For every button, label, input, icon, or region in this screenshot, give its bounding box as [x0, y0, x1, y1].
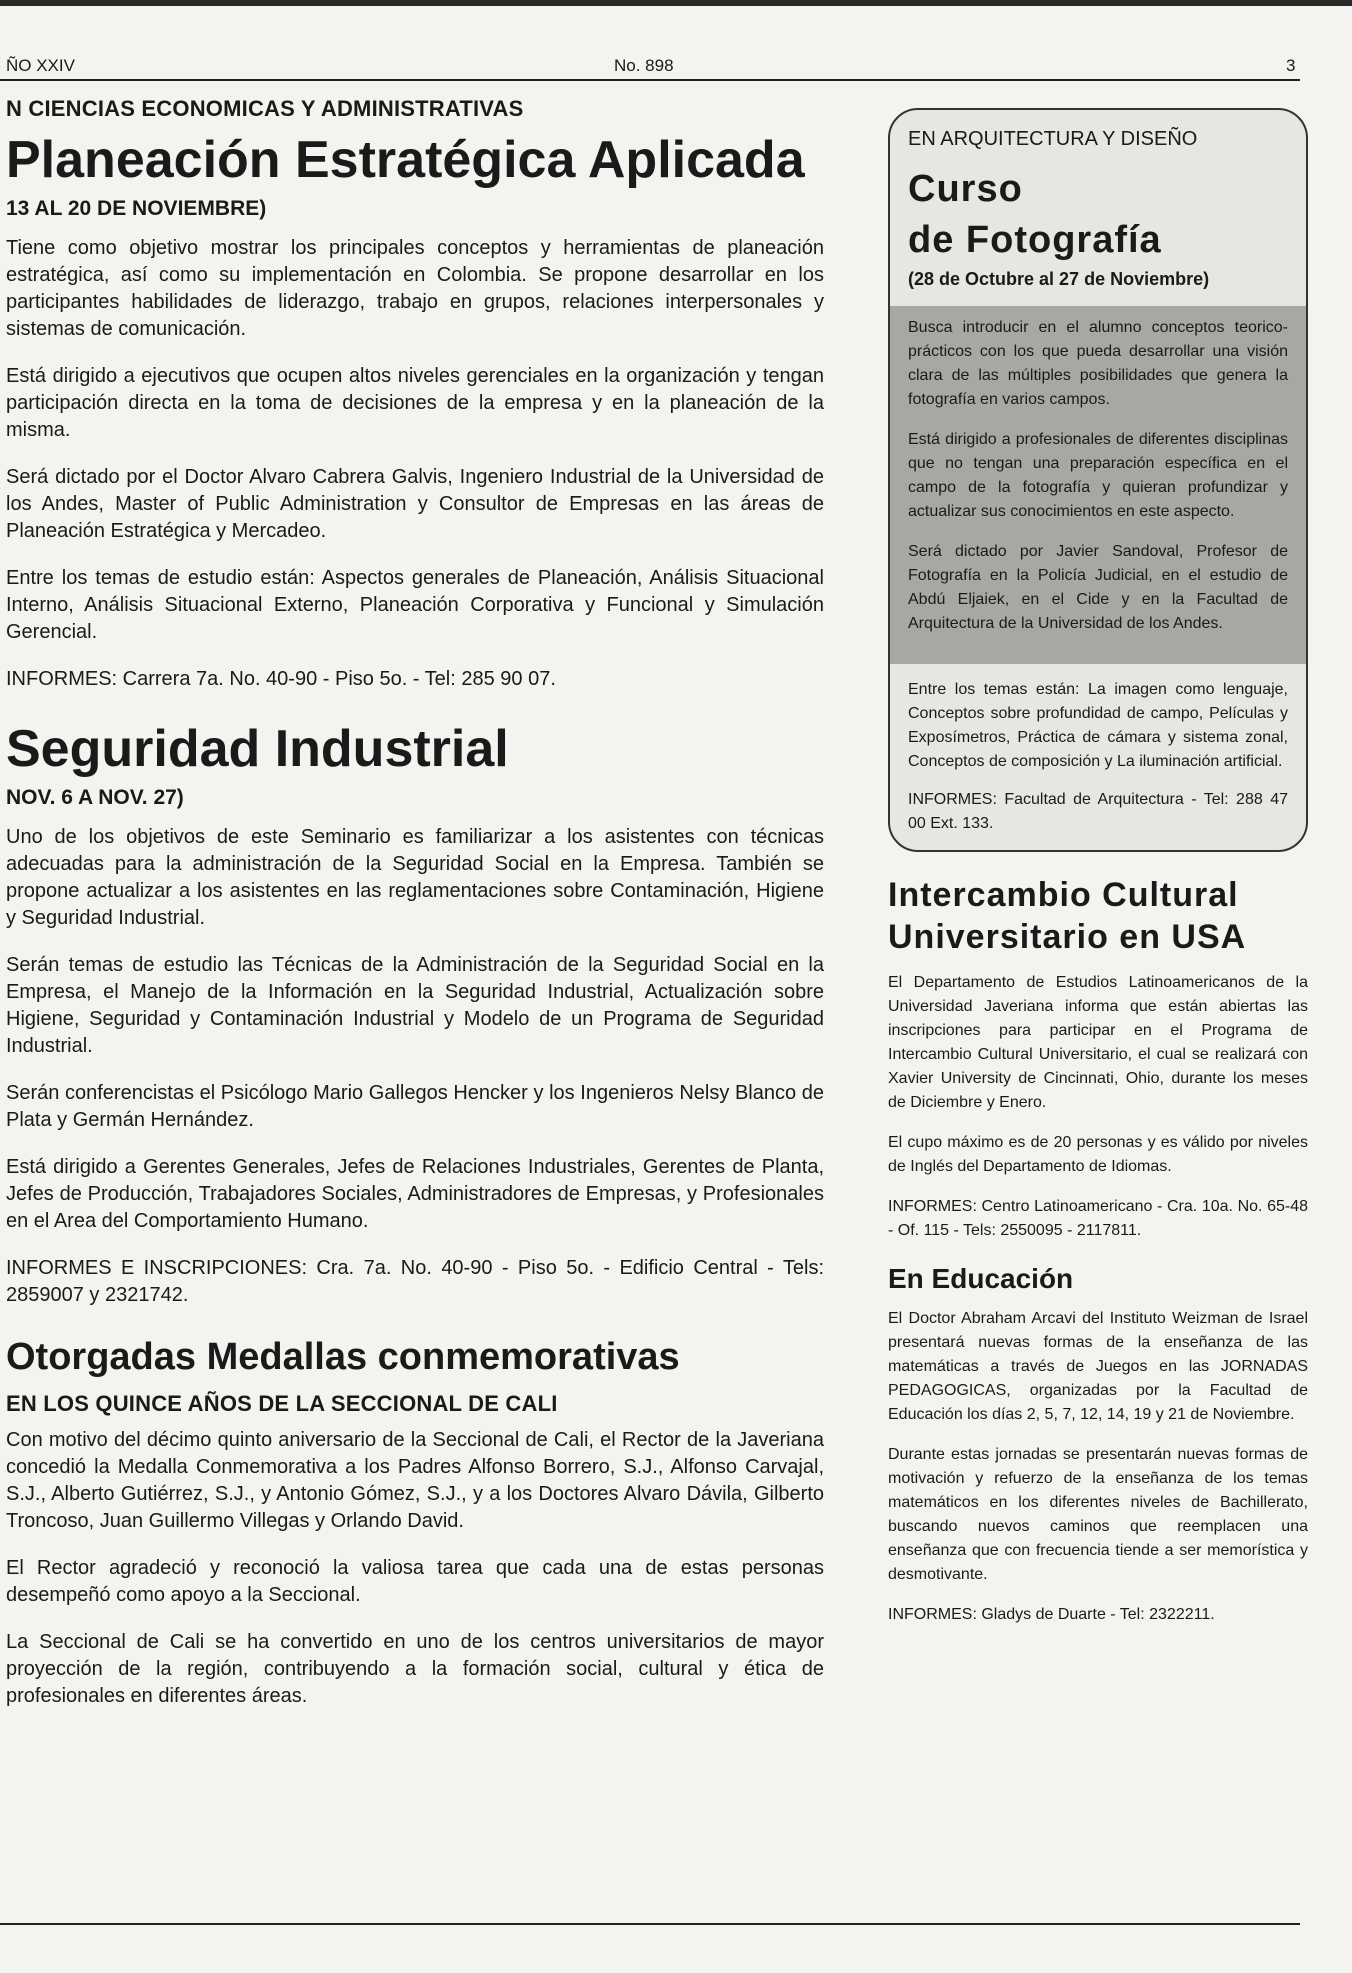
paragraph-info: INFORMES: Facultad de Arquitectura - Tel: 288 47 00 Ext. 133.: [908, 790, 1288, 832]
paragraph: Serán temas de estudio las Técnicas de la Administración de la Seguridad Social en la Empresa, el Manejo de la Información en la Seguridad Industrial, Actualización sobre Higiene, Seguridad y Contaminación Industrial y Modelo de un Programa de Seguridad Industrial.: [6, 954, 824, 1058]
paragraph: Será dictado por Javier Sandoval, Profesor de Fotografía en la Policía Judicial, en el estudio de Abdú Eljaiek, en el Cide y en la Facultad de Arquitectura de la Universidad de los Andes.: [908, 542, 1288, 632]
article-educacion: [888, 1263, 1308, 1627]
paragraph: El Departamento de Estudios Latinoamericanos de la Universidad Javeriana informa que están abiertas las inscripciones para participar en el Programa de Intercambio Cultural Universitario, el cual se realizará con Xavier University de Cincinnati, Ohio, durante los meses de Diciembre y Enero.: [888, 973, 1308, 1111]
issue-number: No. 898: [614, 56, 674, 75]
paragraph: Serán conferencistas el Psicólogo Mario Gallegos Hencker y los Ingenieros Nelsy Blanco de Plata y Germán Hernández.: [6, 1082, 824, 1132]
paragraph-info: INFORMES E INSCRIPCIONES: Cra. 7a. No. 40-90 - Piso 5o. - Edificio Central - Tels: 2859007 y 2321742.: [6, 1257, 824, 1307]
fotografia-box: [888, 108, 1308, 852]
article-intercambio: [888, 874, 1308, 1243]
paragraph: Durante estas jornadas se presentarán nuevas formas de motivación y refuerzo de la enseñanza de los temas matemáticos en los diferentes niveles de Bachillerato, buscando nuevos caminos que reemplacen una enseñanza que con frecuencia tiende a ser memorística y desmotivante.: [888, 1445, 1308, 1583]
title-line2: Universitario en USA: [888, 918, 1247, 957]
paragraph: Está dirigido a profesionales de diferentes disciplinas que no tengan una preparación específica en el campo de la fotografía y quieran profundizar y actualizar sus conocimientos en este aspecto.: [908, 430, 1288, 520]
article-kicker: EN LOS QUINCE AÑOS DE LA SECCIONAL DE CALI: [6, 1391, 558, 1417]
top-edge-stripe: [0, 0, 1352, 6]
paragraph-info: INFORMES: Gladys de Duarte - Tel: 2322211.: [888, 1605, 1215, 1623]
paragraph: Con motivo del décimo quinto aniversario de la Seccional de Cali, el Rector de la Javeriana concedió la Medalla Conmemorativa a los Padres Alfonso Borrero, S.J., Alfonso Carvajal, S.J., Alberto Gutiérrez, S.J., y Antonio Gómez, S.J., y a los Doctores Alvaro Dávila, Gilberto Troncoso, Juan Guillermo Villegas y Orlando David.: [6, 1429, 824, 1533]
box-shaded-panel: [890, 306, 1306, 664]
paragraph: Está dirigido a ejecutivos que ocupen altos niveles gerenciales en la organización y tengan participación directa en la toma de decisiones de la empresa y en la planeación de la misma.: [6, 365, 824, 442]
paragraph: Está dirigido a Gerentes Generales, Jefes de Relaciones Industriales, Gerentes de Planta, Jefes de Producción, Trabajadores Sociales, Administradores de Empresas, y Profesionales en el Area del Comportamiento Humano.: [6, 1156, 824, 1233]
footer-rule: [0, 1923, 1300, 1925]
header-rule: [0, 79, 1300, 81]
paragraph: El Rector agradeció y reconoció la valiosa tarea que cada una de estas personas desempeñó como apoyo a la Seccional.: [6, 1557, 824, 1607]
article-title: Otorgadas Medallas conmemorativas: [6, 1336, 680, 1379]
paragraph-info: INFORMES: Carrera 7a. No. 40-90 - Piso 5o. - Tel: 285 90 07.: [6, 668, 556, 691]
box-kicker: EN ARQUITECTURA Y DISEÑO: [908, 128, 1198, 150]
paragraph: Será dictado por el Doctor Alvaro Cabrera Galvis, Ingeniero Industrial de la Universidad de los Andes, Master of Public Administration y Consultor de Empresas en las áreas de Planeación Estratégica y Mercadeo.: [6, 466, 824, 543]
box-title-line1: Curso: [908, 168, 1023, 210]
paragraph: Tiene como objetivo mostrar los principales conceptos y herramientas de planeación estratégica, así como su implementación en Colombia. Se propone desarrollar en los participantes habilidades de liderazgo, trabajo en grupos, relaciones interpersonales y sistemas de comunicación.: [6, 237, 824, 341]
paragraph: La Seccional de Cali se ha convertido en uno de los centros universitarios de mayor proyección de la región, contribuyendo a la formación social, cultural y ética de profesionales en diferentes áreas.: [6, 1631, 824, 1708]
paragraph-info: INFORMES: Centro Latinoamericano - Cra. 10a. No. 65-48 - Of. 115 - Tels: 2550095 - 2117811.: [888, 1197, 1308, 1239]
paragraph: El cupo máximo es de 20 personas y es válido por niveles de Inglés del Departamento de Idiomas.: [888, 1133, 1308, 1175]
article-kicker: N CIENCIAS ECONOMICAS Y ADMINISTRATIVAS: [6, 96, 524, 121]
article-dates: NOV. 6 A NOV. 27): [6, 786, 184, 810]
right-column: [888, 108, 1308, 1643]
paragraph: Entre los temas de estudio están: Aspectos generales de Planeación, Análisis Situacional Interno, Análisis Situacional Externo, Planeación Corporativa y Funcional y Simulación Gerencial.: [6, 567, 824, 644]
article-dates: 13 AL 20 DE NOVIEMBRE): [6, 197, 267, 221]
left-column: [6, 96, 824, 1738]
article-title: Planeación Estratégica Aplicada: [6, 131, 805, 189]
paragraph: Entre los temas están: La imagen como lenguaje, Conceptos sobre profundidad de campo, Películas y Exposímetros, Práctica de cámara y sistema zonal, Conceptos de composición y La iluminación artificial.: [908, 680, 1288, 770]
title-line1: Intercambio Cultural: [888, 875, 1239, 914]
article-seguridad: [6, 721, 824, 1309]
box-dates: (28 de Octubre al 27 de Noviembre): [908, 268, 1210, 289]
page-number: 3: [1286, 56, 1296, 75]
article-title: Seguridad Industrial: [6, 720, 509, 779]
box-plain-panel: [908, 678, 1288, 836]
article-medallas: [6, 1337, 824, 1710]
box-title-line2: de Fotografía: [908, 218, 1162, 261]
article-planeacion: [6, 96, 824, 693]
paragraph: Busca introducir en el alumno conceptos teorico-prácticos con los que pueda desarrollar una visión clara de las múltiples posibilidades que genera la fotografía en varios campos.: [908, 318, 1288, 408]
article-title: En Educación: [888, 1262, 1074, 1294]
article-title: [888, 874, 1308, 959]
page-header: [0, 52, 1300, 78]
volume-label: ÑO XXIV: [6, 56, 75, 75]
paragraph: El Doctor Abraham Arcavi del Instituto Weizman de Israel presentará nuevas formas de la enseñanza de las matemáticas a través de Juegos en las JORNADAS PEDAGOGICAS, organizadas por la Facultad de Educación los días 2, 5, 7, 12, 14, 19 y 21 de Noviembre.: [888, 1309, 1308, 1423]
paragraph: Uno de los objetivos de este Seminario es familiarizar a los asistentes con técnicas adecuadas para la administración de la Seguridad Social en la Empresa. También se propone actualizar a los asistentes en las reglamentaciones sobre Contaminación, Higiene y Seguridad Industrial.: [6, 826, 824, 930]
